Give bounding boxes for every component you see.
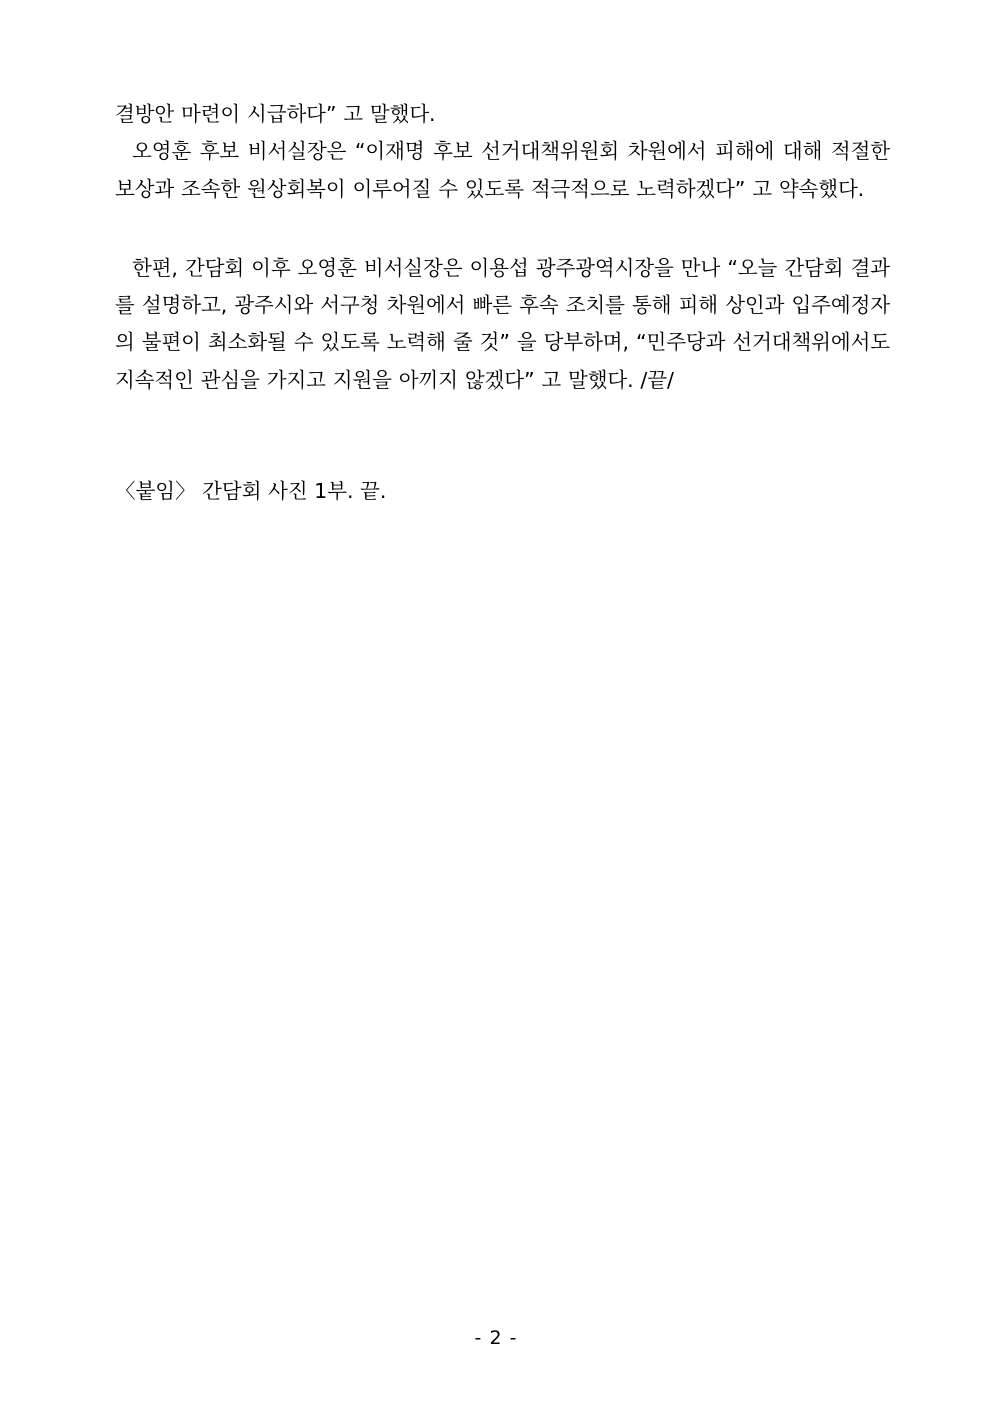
paragraph-statement-promise: 오영훈 후보 비서실장은 “이재명 후보 선거대책위원회 차원에서 피해에 대해 적절한 보상과 조속한 원상회복이 이루어질 수 있도록 적극적으로 노력하겠다” 고 약속했다. (115, 139, 890, 201)
page-number: - 2 - (474, 1327, 518, 1349)
paragraph-spacer (115, 208, 890, 250)
attachment-spacer-2 (115, 441, 890, 473)
document-body (115, 96, 890, 510)
paragraph-continuation: 결방안 마련이 시급하다” 고 말했다. (115, 102, 436, 126)
attachment-spacer (115, 399, 890, 441)
attachment-note: 〈붙임〉 간담회 사진 1부. 끝. (115, 479, 387, 504)
paragraph-meeting-followup: 한편, 간담회 이후 오영훈 비서실장은 이용섭 광주광역시장을 만나 “오늘 간담회 결과를 설명하고, 광주시와 서구청 차원에서 빠른 후속 조치를 통해 피해 상인과 입주예정자의 불편이 최소화될 수 있도록 노력해 줄 것” 을 당부하며, “민주당과 선거대책위에서도 지속적인 관심을 가지고 지원을 아끼지 않겠다” 고 말했다. /끝/ (115, 255, 890, 392)
